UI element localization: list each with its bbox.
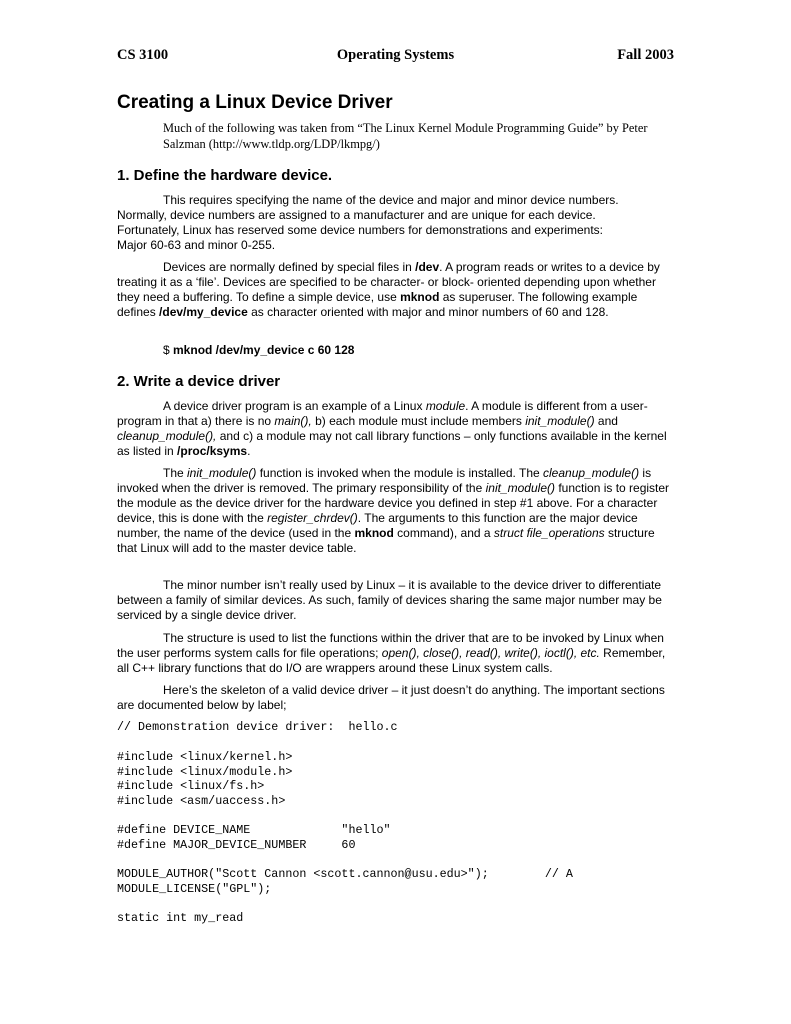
p4-text-7: structure that Linux will add to the master device table. — [117, 526, 655, 555]
p1-line-4: Major 60-63 and minor 0-255. — [117, 238, 276, 252]
code-module-author: MODULE_AUTHOR("Scott Cannon <scott.cannon@usu.edu>"); // A — [117, 867, 573, 881]
p3-text-6: . — [247, 444, 251, 458]
intro-line-2: Salzman (http://www.tldp.org/LDP/lkmpg/) — [163, 137, 380, 151]
p2-bold-dev: /dev — [415, 260, 440, 274]
p2-text-2: . A program reads or writes to a device by treating it as a ‘file’. Devices are specified to be character- or block- oriented depending upon whether they need a buffering. To define a simple device, use — [117, 260, 660, 304]
p3-text-4: and — [594, 414, 618, 428]
p4-text-5: . The arguments to this function are the major device number, the name of the device (used in the — [117, 511, 638, 540]
p1-line-2: Normally, device numbers are assigned to a manufacturer and are unique for each device. — [117, 208, 596, 222]
p6-text-2: Remember, all C++ library functions that do I/O are wrappers around these Linux system calls. — [117, 646, 666, 675]
paragraph-init-module — [117, 466, 677, 556]
code-defines — [117, 823, 391, 852]
p4-bold-mknod: mknod — [354, 526, 394, 540]
p4-italic-register-chrdev: register_chrdev() — [267, 511, 358, 525]
code-include-4: #include <asm/uaccess.h> — [117, 793, 286, 808]
p3-text-3: b) each module must include members — [311, 414, 526, 428]
course-number: CS 3100 — [117, 47, 169, 63]
code-static-read: static int my_read — [117, 911, 244, 925]
command-text: mknod /dev/my_device c 60 128 — [173, 343, 355, 357]
document-title: Creating a Linux Device Driver — [117, 92, 393, 113]
code-module-info — [117, 867, 573, 896]
code-include-1: #include <linux/kernel.h> — [117, 750, 293, 764]
p3-italic-cleanup-module: cleanup_module(), — [117, 429, 217, 443]
intro-attribution — [163, 120, 678, 152]
p3-italic-module: module — [425, 399, 466, 413]
p3-text-1: A device driver program is an example of a Linux — [163, 399, 426, 413]
p4-text-2: function is invoked when the module is installed. The — [256, 466, 544, 480]
paragraph-device-numbers — [117, 193, 677, 253]
paragraph-module — [117, 399, 677, 459]
p4-italic-file-operations: struct file_operations — [493, 526, 605, 540]
p1-line-1: This requires specifying the name of the device and major and minor device numbers. — [163, 193, 619, 207]
p4-italic-init-module: init_module() — [187, 466, 257, 480]
p4-text-3: is invoked when the driver is removed. The primary responsibility of the — [117, 466, 652, 495]
command-prompt: $ — [163, 343, 174, 357]
code-include-3: #include <linux/fs.h> — [117, 779, 265, 794]
code-module-license: MODULE_LICENSE("GPL"); — [117, 881, 272, 896]
p1-line-3: Fortunately, Linux has reserved some device numbers for demonstrations and experiments: — [117, 223, 604, 237]
p4-text-1: The — [163, 466, 188, 480]
course-subject: Operating Systems — [336, 47, 455, 63]
p4-text-4: function is to register the module as the device driver for the hardware device you defined in step #1 above. For a character device, this is done with the — [117, 481, 670, 525]
p6-text-1: The structure is used to list the functions within the driver that are to be invoked by Linux when the user performs system calls for file operations; — [117, 631, 664, 660]
p3-italic-init-module: init_module() — [525, 414, 595, 428]
intro-line-1: Much of the following was taken from “The Linux Kernel Module Programming Guide” by Peter — [163, 121, 648, 135]
code-includes — [117, 750, 292, 808]
p3-italic-main: main(), — [274, 414, 312, 428]
paragraph-dev-files — [117, 260, 677, 320]
code-comment: // Demonstration device driver: hello.c — [117, 720, 398, 734]
p4-text-6: command), and a — [393, 526, 494, 540]
code-define-2: #define MAJOR_DEVICE_NUMBER 60 — [117, 837, 356, 852]
p2-text-1: Devices are normally defined by special files in — [163, 260, 416, 274]
section-heading-1: 1. Define the hardware device. — [117, 167, 333, 184]
p3-text-2: . A module is different from a user-program in that a) there is no — [117, 399, 648, 428]
p2-bold-my-device: /dev/my_device — [159, 305, 248, 319]
p6-italic-syscalls: open(), close(), read(), write(), ioctl(), etc. — [381, 646, 600, 660]
mknod-command — [163, 343, 354, 358]
code-define-1: #define DEVICE_NAME "hello" — [117, 823, 391, 837]
p3-bold-ksyms: /proc/ksyms — [177, 444, 248, 458]
p2-bold-mknod: mknod — [400, 290, 440, 304]
course-term: Fall 2003 — [617, 47, 674, 63]
code-include-2: #include <linux/module.h> — [117, 764, 293, 779]
section-heading-2: 2. Write a device driver — [117, 373, 281, 390]
p2-text-4: as character oriented with major and minor numbers of 60 and 128. — [247, 305, 609, 319]
p4-italic-cleanup-module: cleanup_module() — [543, 466, 640, 480]
page-header — [117, 47, 674, 67]
paragraph-file-operations — [117, 631, 677, 676]
p2-text-3: as superuser. The following example defines — [117, 290, 638, 319]
p3-text-5: and c) a module may not call library functions – only functions available in the kernel as listed in — [117, 429, 667, 458]
p4-italic-init-module-2: init_module() — [485, 481, 555, 495]
paragraph-skeleton-intro: Here’s the skeleton of a valid device driver – it just doesn’t do anything. The important sections are documented below by label; — [117, 683, 665, 712]
paragraph-minor-number: The minor number isn’t really used by Linux – it is available to the device driver to differentiate between a family of similar devices. As such, family of devices sharing the same major number may be serviced by a single device driver. — [117, 578, 662, 622]
